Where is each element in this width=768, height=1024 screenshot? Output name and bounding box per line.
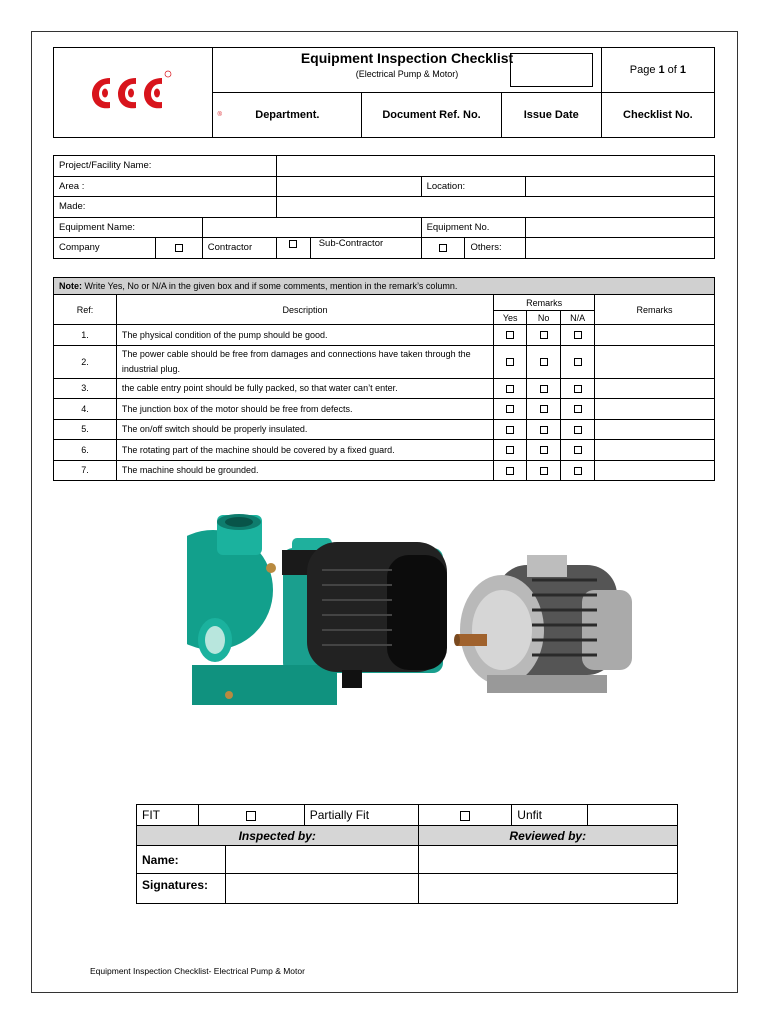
footer-text: Equipment Inspection Checklist- Electrical Pump & Motor	[90, 966, 305, 976]
header-table	[53, 47, 715, 138]
no-checkbox-cell[interactable]	[527, 325, 561, 346]
row-description: The machine should be grounded.	[116, 460, 493, 481]
equipment-photos	[187, 510, 647, 735]
partially-fit-checkbox[interactable]	[460, 811, 470, 821]
row-ref: 1.	[54, 325, 117, 346]
company-logo-icon	[88, 66, 178, 116]
row-ref: 5.	[54, 419, 117, 440]
remarks-group-header: Remarks	[494, 295, 595, 311]
row-remarks-field[interactable]	[595, 440, 715, 461]
facility-label: Project/Facility Name:	[54, 156, 277, 177]
no-checkbox-cell[interactable]	[527, 419, 561, 440]
fit-checkbox-cell[interactable]	[198, 805, 304, 826]
na-checkbox[interactable]	[574, 446, 582, 454]
others-field[interactable]	[526, 238, 715, 259]
yes-checkbox[interactable]	[506, 331, 514, 339]
reviewer-signature-field[interactable]	[418, 874, 677, 904]
na-header: N/A	[561, 311, 595, 325]
na-checkbox[interactable]	[574, 331, 582, 339]
no-checkbox[interactable]	[540, 331, 548, 339]
no-checkbox-cell[interactable]	[527, 378, 561, 399]
title-box	[510, 53, 593, 87]
no-checkbox-cell[interactable]	[527, 399, 561, 420]
note-row	[54, 278, 715, 295]
yes-checkbox[interactable]	[506, 405, 514, 413]
company-checkbox[interactable]	[175, 244, 183, 252]
partially-fit-checkbox-cell[interactable]	[418, 805, 512, 826]
signatures-label: Signatures:	[137, 874, 226, 904]
na-checkbox[interactable]	[574, 405, 582, 413]
yes-checkbox[interactable]	[506, 426, 514, 434]
checklist-row	[54, 419, 715, 440]
subcontractor-checkbox[interactable]	[439, 244, 447, 252]
ref-header: Ref:	[54, 295, 117, 325]
yes-checkbox-cell[interactable]	[494, 440, 527, 461]
no-checkbox[interactable]	[540, 426, 548, 434]
checklist-row	[54, 460, 715, 481]
row-remarks-field[interactable]	[595, 378, 715, 399]
page-current: 1	[658, 64, 665, 76]
unfit-checkbox-cell[interactable]	[588, 805, 678, 826]
na-checkbox-cell[interactable]	[561, 460, 595, 481]
row-ref: 3.	[54, 378, 117, 399]
yes-checkbox-cell[interactable]	[494, 325, 527, 346]
equipment-name-label: Equipment Name:	[54, 217, 203, 238]
checklist-row	[54, 378, 715, 399]
document-subtitle: (Electrical Pump & Motor)	[355, 69, 459, 79]
na-checkbox[interactable]	[574, 385, 582, 393]
na-checkbox[interactable]	[574, 358, 582, 366]
row-description: The power cable should be free from damages and connections have taken through the industrial plug.	[116, 345, 493, 378]
contractor-checkbox-cell[interactable]	[276, 238, 421, 259]
no-checkbox[interactable]	[540, 446, 548, 454]
fit-label: FIT	[137, 805, 199, 826]
inspector-signature-field[interactable]	[225, 874, 418, 904]
yes-checkbox-cell[interactable]	[494, 378, 527, 399]
na-checkbox[interactable]	[574, 467, 582, 475]
company-checkbox-cell[interactable]	[155, 238, 202, 259]
na-checkbox[interactable]	[574, 426, 582, 434]
description-header: Description	[116, 295, 493, 325]
project-info-table	[53, 155, 715, 259]
row-description: the cable entry point should be fully packed, so that water can’t enter.	[116, 378, 493, 399]
inspector-name-field[interactable]	[225, 846, 418, 874]
na-checkbox-cell[interactable]	[561, 419, 595, 440]
page-total: 1	[679, 64, 687, 76]
signoff-table	[136, 804, 678, 904]
company-label: Company	[54, 238, 156, 259]
no-checkbox-cell[interactable]	[527, 440, 561, 461]
facility-field[interactable]	[276, 156, 714, 177]
area-label: Area :	[54, 176, 277, 197]
checklist-row	[54, 440, 715, 461]
area-field[interactable]	[276, 176, 421, 197]
row-ref: 6.	[54, 440, 117, 461]
row-remarks-field[interactable]	[595, 325, 715, 346]
made-field[interactable]	[276, 197, 714, 218]
inspected-by-header: Inspected by:	[137, 826, 419, 846]
row-ref: 4.	[54, 399, 117, 420]
na-checkbox-cell[interactable]	[561, 440, 595, 461]
equipment-no-field[interactable]	[526, 217, 715, 238]
doc-ref-label: Document Ref. No.	[362, 93, 501, 138]
yes-header: Yes	[494, 311, 527, 325]
subcontractor-label: Sub-Contractor	[318, 238, 384, 249]
row-ref: 7.	[54, 460, 117, 481]
contractor-checkbox[interactable]	[289, 240, 297, 248]
reviewer-name-field[interactable]	[418, 846, 677, 874]
na-checkbox-cell[interactable]	[561, 378, 595, 399]
yes-checkbox-cell[interactable]	[494, 419, 527, 440]
pump-image-icon	[187, 514, 447, 705]
row-remarks-field[interactable]	[595, 345, 715, 378]
reviewed-by-header: Reviewed by:	[418, 826, 677, 846]
yes-checkbox-cell[interactable]	[494, 399, 527, 420]
no-checkbox[interactable]	[540, 358, 548, 366]
subcontractor-checkbox-cell[interactable]	[421, 238, 465, 259]
no-checkbox-cell[interactable]	[527, 460, 561, 481]
issue-date-label: Issue Date	[501, 93, 601, 138]
no-checkbox[interactable]	[540, 385, 548, 393]
no-checkbox[interactable]	[540, 467, 548, 475]
title-cell	[213, 48, 602, 93]
registered-mark: ®	[217, 111, 222, 118]
fit-checkbox[interactable]	[246, 811, 256, 821]
contractor-label: Contractor	[202, 238, 276, 259]
name-label: Name:	[137, 846, 226, 874]
location-field[interactable]	[526, 176, 715, 197]
remarks-header: Remarks	[595, 295, 715, 325]
row-description: The on/off switch should be properly insulated.	[116, 419, 493, 440]
row-remarks-field[interactable]	[595, 460, 715, 481]
no-header: No	[527, 311, 561, 325]
na-checkbox-cell[interactable]	[561, 345, 595, 378]
page-number-cell	[601, 48, 714, 93]
made-label: Made:	[54, 197, 277, 218]
motor-image-icon	[454, 555, 632, 693]
checklist-row	[54, 325, 715, 346]
checklist-table	[53, 277, 715, 481]
row-description: The rotating part of the machine should be covered by a fixed guard.	[116, 440, 493, 461]
page-prefix: Page	[629, 64, 659, 76]
partially-fit-label: Partially Fit	[304, 805, 418, 826]
others-label: Others:	[465, 238, 526, 259]
note-text: Write Yes, No or N/A in the given box and if some comments, mention in the remark’s column.	[82, 281, 458, 291]
na-checkbox-cell[interactable]	[561, 399, 595, 420]
checklist-row	[54, 345, 715, 378]
checklist-rows	[54, 325, 715, 481]
row-remarks-field[interactable]	[595, 399, 715, 420]
equipment-name-field[interactable]	[202, 217, 421, 238]
row-ref: 2.	[54, 345, 117, 378]
na-checkbox-cell[interactable]	[561, 325, 595, 346]
checklist-row	[54, 399, 715, 420]
row-description: The junction box of the motor should be free from defects.	[116, 399, 493, 420]
no-checkbox-cell[interactable]	[527, 345, 561, 378]
row-remarks-field[interactable]	[595, 419, 715, 440]
yes-checkbox-cell[interactable]	[494, 460, 527, 481]
department-label: Department.	[213, 93, 362, 138]
yes-checkbox[interactable]	[506, 446, 514, 454]
yes-checkbox[interactable]	[506, 358, 514, 366]
no-checkbox[interactable]	[540, 405, 548, 413]
yes-checkbox[interactable]	[506, 385, 514, 393]
yes-checkbox[interactable]	[506, 467, 514, 475]
page-of: of	[664, 64, 680, 76]
document-title: Equipment Inspection Checklist	[300, 50, 514, 66]
location-label: Location:	[421, 176, 526, 197]
unfit-label: Unfit	[512, 805, 588, 826]
yes-checkbox-cell[interactable]	[494, 345, 527, 378]
logo-cell	[54, 48, 222, 138]
equipment-no-label: Equipment No.	[421, 217, 526, 238]
note-label: Note:	[59, 281, 82, 291]
row-description: The physical condition of the pump should be good.	[116, 325, 493, 346]
checklist-no-label: Checklist No.	[601, 93, 714, 138]
